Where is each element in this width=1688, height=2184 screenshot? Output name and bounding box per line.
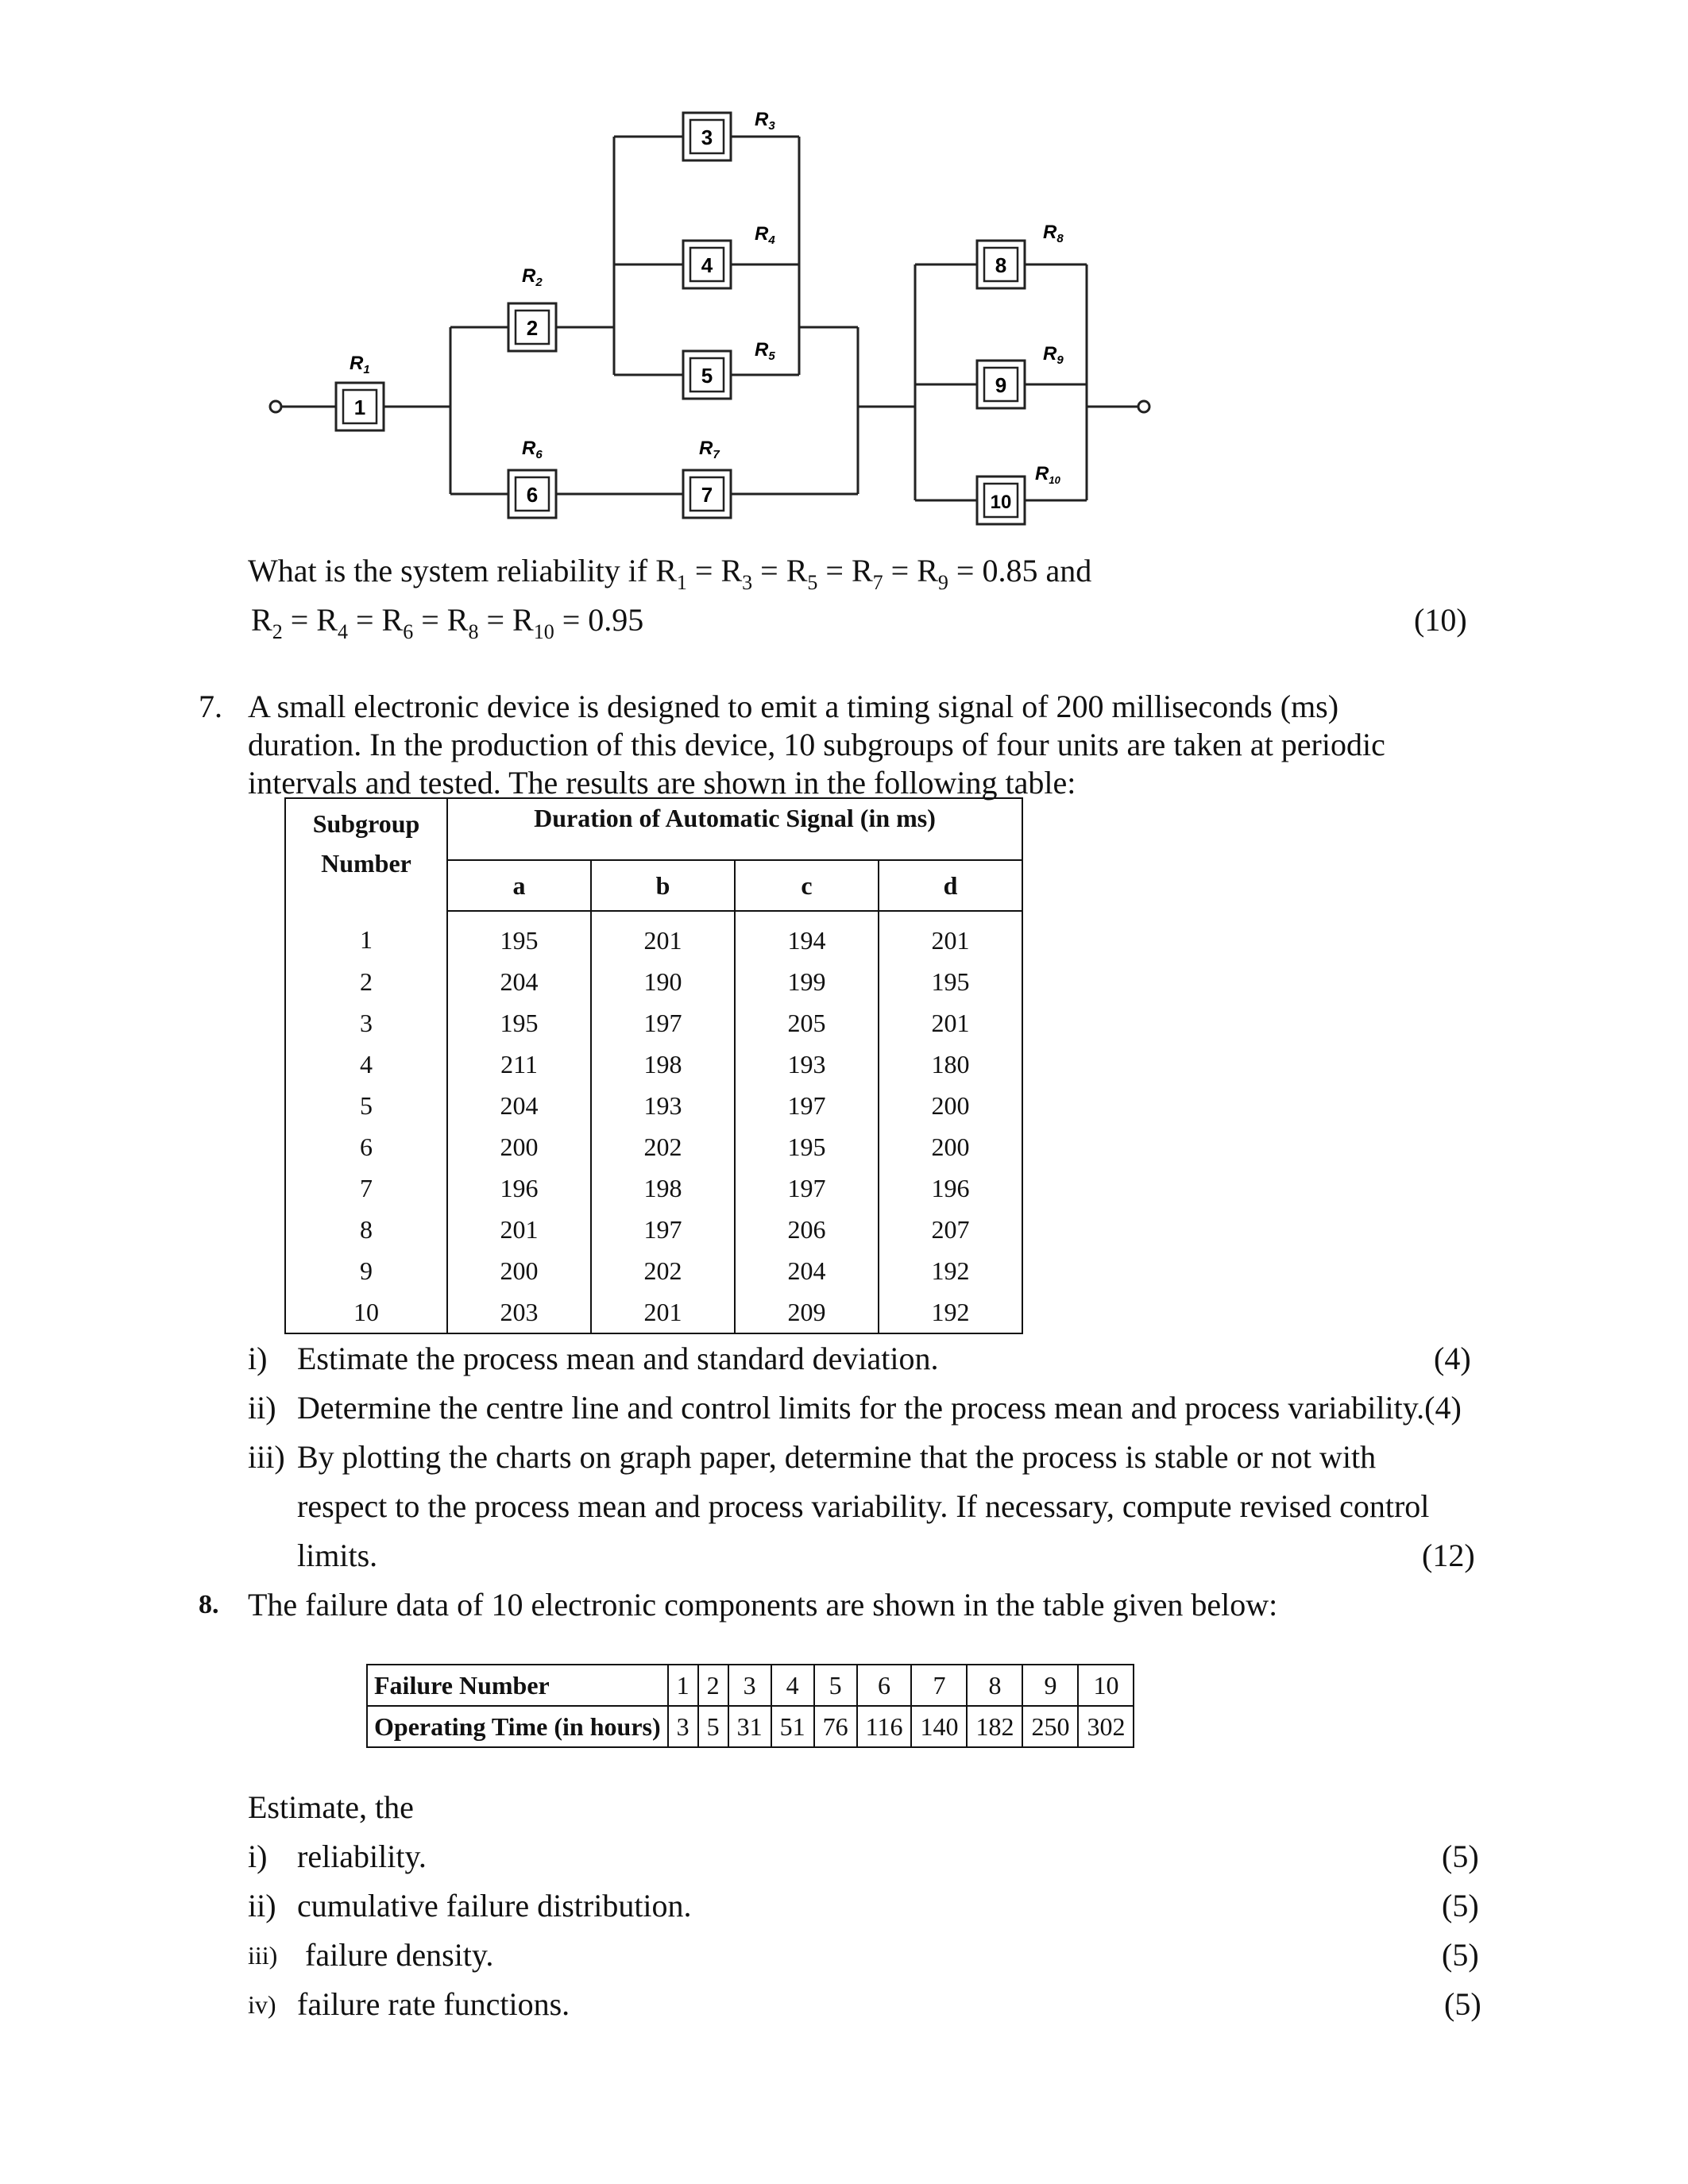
operating-time-cell: 51 <box>771 1706 814 1747</box>
duration-cell: 197 <box>735 1085 879 1126</box>
q7-part-iii-text: By plotting the charts on graph paper, determine that the process is stable or not with <box>297 1439 1377 1475</box>
duration-cell: 206 <box>735 1209 879 1250</box>
label-r8: $R_8$ <box>1043 222 1064 245</box>
operating-time-cell: 3 <box>668 1706 698 1747</box>
block-10 <box>977 477 1025 524</box>
block-9 <box>977 361 1025 408</box>
failure-number-cell: 4 <box>771 1665 814 1706</box>
duration-cell: 195 <box>735 1126 879 1167</box>
duration-cell: 201 <box>931 1008 970 1037</box>
duration-cell: 193 <box>735 1044 879 1085</box>
block-9-number: 9 <box>995 373 1007 397</box>
label-r9: $R_9$ <box>1043 343 1064 367</box>
header-duration: Duration of Automatic Signal (in ms) <box>447 798 1022 860</box>
header-c: c <box>735 860 879 911</box>
reliability-block-diagram <box>254 95 1176 540</box>
duration-cell: 201 <box>591 1291 735 1333</box>
table-row <box>285 1044 1022 1085</box>
label-r1: $R_1$ <box>350 353 370 376</box>
q8-part-ii-text: cumulative failure distribution. <box>297 1888 692 1924</box>
q8-part-iv-text: failure rate functions. <box>297 1986 570 2022</box>
duration-cell: 205 <box>735 1002 879 1044</box>
q8-part-ii-label: ii) <box>248 1888 276 1924</box>
block-1-number: 1 <box>353 396 366 419</box>
duration-cell: 198 <box>591 1167 735 1209</box>
q6-prefix: What is the system reliability if <box>248 553 648 588</box>
label-r3: $R_3$ <box>755 109 775 133</box>
operating-time-cell: 76 <box>814 1706 857 1747</box>
block-3 <box>683 113 731 160</box>
duration-cell: 200 <box>931 1132 970 1161</box>
q6-equation-2: $R_2 = R_4 = R_6 = R_8 = R_{10} = 0.95$ <box>251 602 644 643</box>
table-row <box>285 1002 1022 1044</box>
failure-number-cell: 5 <box>814 1665 857 1706</box>
duration-cell: 198 <box>591 1044 735 1085</box>
output-terminal <box>1138 401 1149 412</box>
q7-line-2: duration. In the production of this device, 10 subgroups of four units are taken at periodic <box>248 727 1385 762</box>
header-subgroup-number: Subgroup Number <box>285 798 447 911</box>
block-7 <box>683 470 731 518</box>
operating-time-row <box>367 1706 1134 1747</box>
operating-time-cell: 116 <box>857 1706 912 1747</box>
operating-time-cell: 182 <box>967 1706 1022 1747</box>
q8-intro: The failure data of 10 electronic components are shown in the table given below: <box>248 1587 1278 1623</box>
duration-cell: 201 <box>591 911 735 961</box>
failure-number-label: Failure Number <box>367 1665 668 1706</box>
table-row <box>285 1085 1022 1126</box>
q6-line-1 <box>248 552 1091 602</box>
failure-number-cell: 3 <box>728 1665 771 1706</box>
input-terminal <box>270 401 281 412</box>
q8-part-iii-label: iii) <box>248 1941 278 1970</box>
header-b: b <box>591 860 735 911</box>
table-row <box>285 911 1022 961</box>
duration-cell: 207 <box>931 1214 970 1244</box>
q7-part-i-marks: (4) <box>1434 1341 1471 1376</box>
block-6-number: 6 <box>526 483 539 507</box>
failure-number-row <box>367 1665 1134 1706</box>
subgroup-number-cell: 6 <box>285 1126 447 1167</box>
header-a: a <box>447 860 591 911</box>
duration-cell: 202 <box>591 1126 735 1167</box>
q8-part-iv-label: iv) <box>248 1990 276 2019</box>
block-7-number: 7 <box>701 483 713 507</box>
block-5-number: 5 <box>701 364 713 388</box>
q8-part-i-text: reliability. <box>297 1839 427 1874</box>
operating-time-cell: 302 <box>1078 1706 1134 1747</box>
q8-part-ii-marks: (5) <box>1442 1888 1479 1924</box>
block-8 <box>977 241 1025 288</box>
subgroup-number-cell: 8 <box>285 1209 447 1250</box>
duration-cell: 200 <box>447 1126 591 1167</box>
table-row <box>285 1167 1022 1209</box>
failure-data-table <box>366 1664 1134 1748</box>
duration-cell: 192 <box>931 1256 970 1285</box>
q6-marks: (10) <box>1414 602 1467 638</box>
q6-equation-1: $R_1 = R_3 = R_5 = R_7 = R_9 = 0.85$ and <box>655 553 1092 594</box>
duration-cell: 202 <box>591 1250 735 1291</box>
duration-cell: 180 <box>931 1049 970 1078</box>
table-row <box>285 1250 1022 1291</box>
duration-cell: 192 <box>931 1297 970 1326</box>
subgroup-number-cell: 5 <box>285 1085 447 1126</box>
table-row <box>285 1126 1022 1167</box>
subgroup-number-cell: 7 <box>285 1167 447 1209</box>
reliability-labels <box>350 109 1064 486</box>
q7-part-i-text: Estimate the process mean and standard deviation. <box>297 1341 939 1376</box>
subgroup-number-cell: 3 <box>285 1002 447 1044</box>
q8-part-iii-marks: (5) <box>1442 1937 1479 1973</box>
block-4-number: 4 <box>701 253 713 277</box>
failure-number-cell: 10 <box>1078 1665 1134 1706</box>
q7-line-1: A small electronic device is designed to emit a timing signal of 200 milliseconds (ms) <box>248 689 1339 724</box>
header-d: d <box>879 860 1022 911</box>
duration-cell: 197 <box>735 1167 879 1209</box>
failure-number-cell: 9 <box>1022 1665 1078 1706</box>
label-r7: $R_7$ <box>699 438 720 461</box>
label-r4: $R_4$ <box>755 223 775 247</box>
failure-number-cell: 7 <box>911 1665 967 1706</box>
table-row <box>285 1291 1022 1333</box>
q7-part-ii-text: Determine the centre line and control limits for the process mean and process variability.(4) <box>297 1390 1462 1426</box>
label-r2: $R_2$ <box>522 265 543 289</box>
duration-cell: 204 <box>447 1085 591 1126</box>
failure-number-cell: 2 <box>698 1665 728 1706</box>
duration-cell: 196 <box>931 1173 970 1202</box>
failure-number-cell: 6 <box>857 1665 912 1706</box>
operating-time-cell: 250 <box>1022 1706 1078 1747</box>
block-2-number: 2 <box>526 316 539 340</box>
block-8-number: 8 <box>995 253 1007 277</box>
q7-part-iii-label: iii) <box>248 1439 285 1475</box>
duration-cell: 201 <box>931 925 970 955</box>
subgroup-number-cell: 9 <box>285 1250 447 1291</box>
label-r5: $R_5$ <box>755 339 775 363</box>
duration-cell: 194 <box>735 911 879 961</box>
table-row <box>285 961 1022 1002</box>
q8-part-i-marks: (5) <box>1442 1839 1479 1874</box>
duration-cell: 211 <box>447 1044 591 1085</box>
operating-time-cell: 140 <box>911 1706 967 1747</box>
duration-cell: 195 <box>931 967 970 996</box>
duration-cell: 197 <box>591 1209 735 1250</box>
duration-cell: 200 <box>447 1250 591 1291</box>
q7-part-iii-line-3: limits. <box>297 1538 378 1573</box>
label-r10: $R_{10}$ <box>1035 463 1060 486</box>
q8-part-iv-marks: (5) <box>1444 1986 1481 2022</box>
block-2 <box>508 303 556 351</box>
q7-part-ii-label: ii) <box>248 1390 276 1426</box>
q8-part-iii-text: failure density. <box>305 1937 494 1973</box>
block-1 <box>336 383 384 430</box>
q6-line-2 <box>251 601 643 651</box>
duration-cell: 190 <box>591 961 735 1002</box>
q7-line-3: intervals and tested. The results are shown in the following table: <box>248 765 1076 801</box>
duration-cell: 201 <box>447 1209 591 1250</box>
block-6 <box>508 470 556 518</box>
q7-part-iii-line-2: respect to the process mean and process variability. If necessary, compute revised control <box>297 1488 1430 1524</box>
operating-time-cell: 5 <box>698 1706 728 1747</box>
subgroup-number-cell: 2 <box>285 961 447 1002</box>
label-r6: $R_6$ <box>522 438 543 461</box>
duration-cell: 203 <box>447 1291 591 1333</box>
duration-cell: 209 <box>735 1291 879 1333</box>
block-4 <box>683 241 731 288</box>
block-3-number: 3 <box>701 125 713 149</box>
block-5 <box>683 351 731 399</box>
duration-cell: 195 <box>447 911 591 961</box>
q8-estimate: Estimate, the <box>248 1789 414 1825</box>
duration-cell: 204 <box>735 1250 879 1291</box>
duration-cell: 200 <box>931 1090 970 1120</box>
signal-duration-table <box>284 797 1023 1334</box>
q7-part-i-label: i) <box>248 1341 268 1376</box>
subgroup-number-cell: 1 <box>285 911 447 961</box>
failure-number-cell: 1 <box>668 1665 698 1706</box>
q8-part-i-label: i) <box>248 1839 268 1874</box>
table-row <box>285 1209 1022 1250</box>
duration-cell: 193 <box>591 1085 735 1126</box>
duration-cell: 199 <box>735 961 879 1002</box>
duration-cell: 204 <box>447 961 591 1002</box>
operating-time-label: Operating Time (in hours) <box>367 1706 668 1747</box>
subgroup-number-cell: 4 <box>285 1044 447 1085</box>
q7-number: 7. <box>199 689 222 724</box>
duration-cell: 196 <box>447 1167 591 1209</box>
operating-time-cell: 31 <box>728 1706 771 1747</box>
subgroup-number-cell: 10 <box>285 1291 447 1333</box>
duration-cell: 197 <box>591 1002 735 1044</box>
q7-part-iii-marks: (12) <box>1422 1538 1475 1573</box>
duration-cell: 195 <box>447 1002 591 1044</box>
failure-number-cell: 8 <box>967 1665 1022 1706</box>
block-10-number: 10 <box>990 492 1012 513</box>
q8-number: 8. <box>199 1590 219 1619</box>
